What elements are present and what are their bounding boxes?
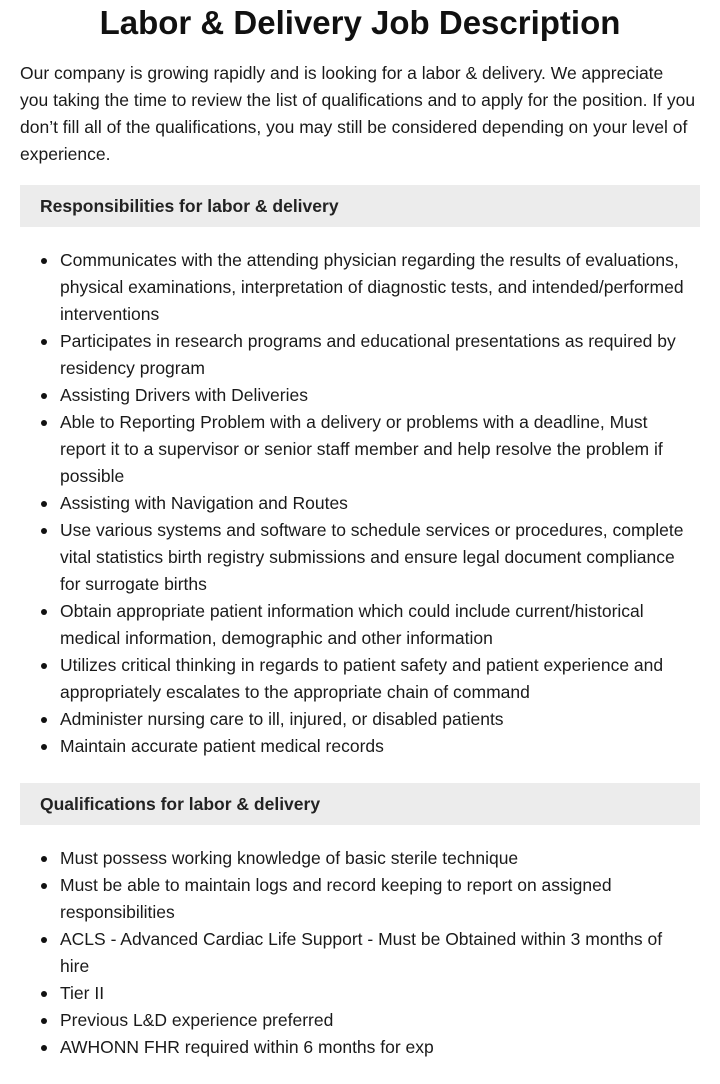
list-item: Use various systems and software to schedule services or procedures, complete vital statistics birth registry submissions and ensure legal document compliance for surrogate births [60,517,696,598]
list-item: Utilizes critical thinking in regards to patient safety and patient experience and appropriately escalates to the appropriate chain of command [60,652,696,706]
list-item: Assisting Drivers with Deliveries [60,382,696,409]
list-item: Must be able to maintain logs and record keeping to report on assigned responsibilities [60,872,696,926]
qualifications-list [20,845,696,1061]
list-item: Participates in research programs and educational presentations as required by residency program [60,328,696,382]
list-item: Obtain appropriate patient information which could include current/historical medical information, demographic and other information [60,598,696,652]
responsibilities-list [20,247,696,760]
list-item: Assisting with Navigation and Routes [60,490,696,517]
list-item: Administer nursing care to ill, injured, or disabled patients [60,706,696,733]
list-item: AWHONN FHR required within 6 months for exp [60,1034,696,1061]
intro-paragraph: Our company is growing rapidly and is looking for a labor & delivery. We appreciate you taking the time to review the list of qualifications and to apply for the position. If you don’t fill all of the qualifications, you may still be considered depending on your level of experience. [20,63,696,164]
list-item: Must possess working knowledge of basic sterile technique [60,845,696,872]
list-item: Able to Reporting Problem with a delivery or problems with a deadline, Must report it to a supervisor or senior staff member and help resolve the problem if possible [60,409,696,490]
qualifications-header: Qualifications for labor & delivery [20,783,700,825]
list-item: Maintain accurate patient medical records [60,733,696,760]
list-item: Previous L&D experience preferred [60,1007,696,1034]
page-title: Labor & Delivery Job Description [99,4,621,41]
list-item: Tier II [60,980,696,1007]
list-item: Communicates with the attending physician regarding the results of evaluations, physical examinations, interpretation of diagnostic tests, and intended/performed interventions [60,247,696,328]
responsibilities-header: Responsibilities for labor & delivery [20,185,700,227]
list-item: ACLS - Advanced Cardiac Life Support - Must be Obtained within 3 months of hire [60,926,696,980]
